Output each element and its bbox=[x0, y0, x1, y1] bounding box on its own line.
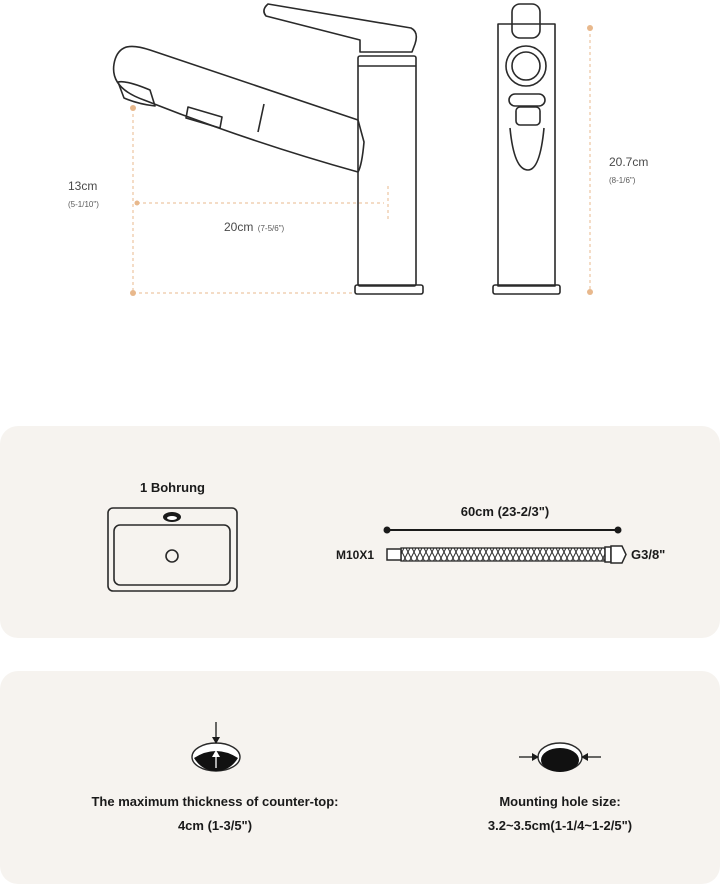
hole-title: Mounting hole size: bbox=[499, 794, 621, 809]
thickness-title: The maximum thickness of counter-top: bbox=[91, 794, 339, 809]
hose-right-thread: G3/8" bbox=[631, 547, 666, 562]
height-left-value: 13cm bbox=[68, 179, 98, 193]
hose-length-label: 60cm (23-2/3") bbox=[460, 504, 550, 519]
thickness-value: 4cm (1-3/5") bbox=[177, 818, 253, 833]
hose-left-thread: M10X1 bbox=[336, 548, 375, 562]
height-right-value: 20.7cm bbox=[609, 155, 649, 169]
height-right-sub: (8-1/6") bbox=[609, 176, 636, 185]
basin-label: 1 Bohrung bbox=[140, 480, 205, 495]
hole-value: 3.2~3.5cm(1-1/4~1-2/5") bbox=[487, 818, 633, 833]
reach-value: 20cm bbox=[224, 220, 254, 234]
reach-sub: (7-5/6") bbox=[257, 224, 285, 233]
height-left-sub: (5-1/10") bbox=[68, 200, 99, 209]
